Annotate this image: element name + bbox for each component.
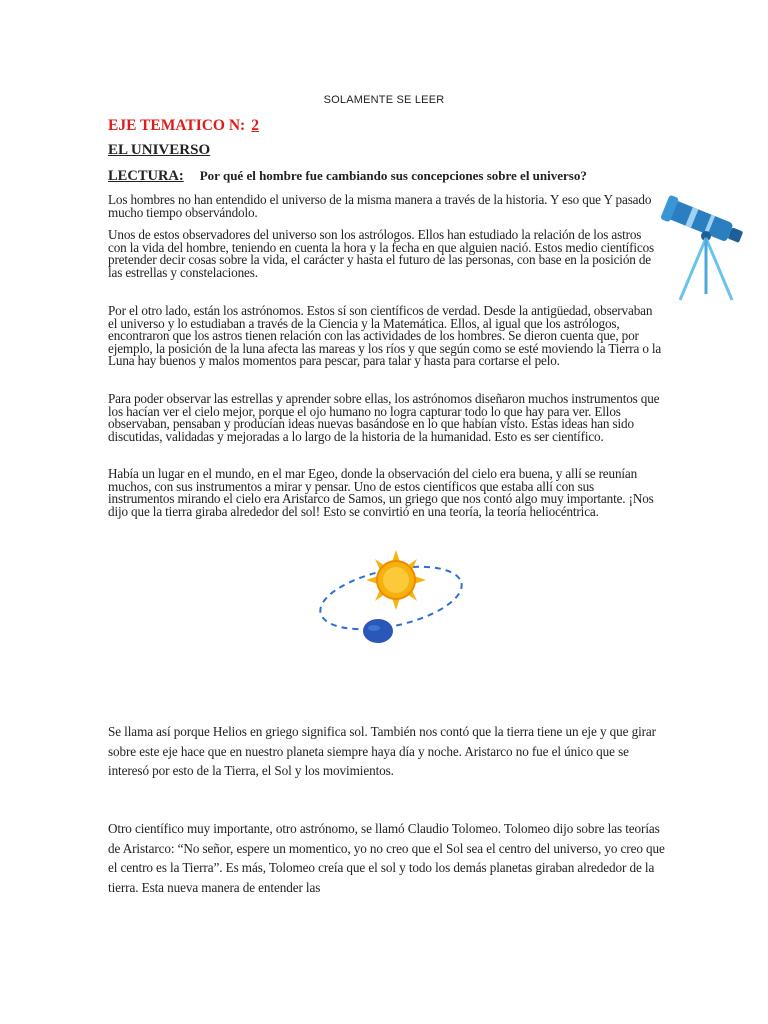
paragraph-3: Por el otro lado, están los astrónomos. Estos sí son científicos de verdad. Desde la antigüedad, observaban el universo y lo estudiaban a través de la Ciencia y la Matemática. Ellos, al igual que los astrólogos, encontraron que los astros tienen relación con las actividades de los hombres. Se dieron cuenta que, por ejemplo, la posición de la luna afecta las mareas y los ríos y que según como se esté moviendo la Tierra o la Luna hay buenos y malos momentos para pescar, para talar y hasta para cortarse el pelo. [108,303,662,369]
section-title: EL UNIVERSO [108,142,211,158]
eje-heading [108,117,259,135]
paragraph-4: Para poder observar las estrellas y aprender sobre ellas, los astrónomos diseñaron muchos instrumentos que los hacían ver el cielo mejor, porque el ojo humano no logra capturar todo lo que hay para ver. Ellos observaban, pensaban y producían ideas nuevas basándose en lo que habían visto. Estas ideas han sido discutidas, validadas y mejoradas a lo largo de la historia de la humanidad. Esto es ser científico. [108,391,660,444]
eje-number: 2 [251,117,259,134]
paragraph-5: Había un lugar en el mundo, en el mar Egeo, donde la observación del cielo era buena, y allí se reunían muchos, con sus instrumentos a mirar y pensar. Uno de estos científicos que estaba allí con sus instrumentos mirando el cielo era Aristarco de Samos, un griego que nos contó algo muy importante. ¡Nos dijo que la tierra giraba alrededor del sol! Esto se convirtió en una teoría, la teoría heliocéntrica. [108,466,654,519]
top-title: SOLAMENTE SE LEER [323,94,445,106]
paragraph-7: Otro científico muy importante, otro astrónomo, se llamó Claudio Tolomeo. Tolomeo dijo sobre las teorías de Aristarco: “No señor, espere un momentico, yo no creo que el Sol sea el centro del universo, yo creo que el centro es la Tierra”. Es más, Tolomeo creía que el sol y todo los demás planetas giraban alrededor de la tierra. Esta nueva manera de entender las [108,821,665,895]
lectura-label: LECTURA: [108,168,184,184]
paragraph-1: Los hombres no han entendido el universo de la misma manera a través de la historia. Y eso que Y pasado mucho tiempo observándolo. [108,192,652,220]
telescope-body [660,195,746,250]
telescope-icon [648,192,758,310]
paragraph-6: Se llama así porque Helios en griego significa sol. También nos contó que la tierra tiene un eje y que girar sobre este eje hace que en nuestro planeta siempre haya día y noche. Aristarco no fue el único que se interesó por esto de la Tierra, el Sol y los movimientos. [108,724,656,778]
lectura-row [108,168,587,185]
eje-label: EJE TEMATICO N: [108,117,246,134]
sun-earth-orbit-icon [316,548,466,648]
sun-icon [366,550,426,610]
lectura-question: Por qué el hombre fue cambiando sus concepciones sobre el universo? [199,168,587,183]
earth-icon [363,619,393,643]
paragraph-2: Unos de estos observadores del universo son los astrólogos. Ellos han estudiado la relación de los astros con la vida del hombre, teniendo en cuenta la hora y la fecha en que alguien nació. Estos medio científicos pretender decir cosas sobre la vida, el carácter y hasta el futuro de las personas, con base en la posición de las estrellas y constelaciones. [108,227,655,280]
